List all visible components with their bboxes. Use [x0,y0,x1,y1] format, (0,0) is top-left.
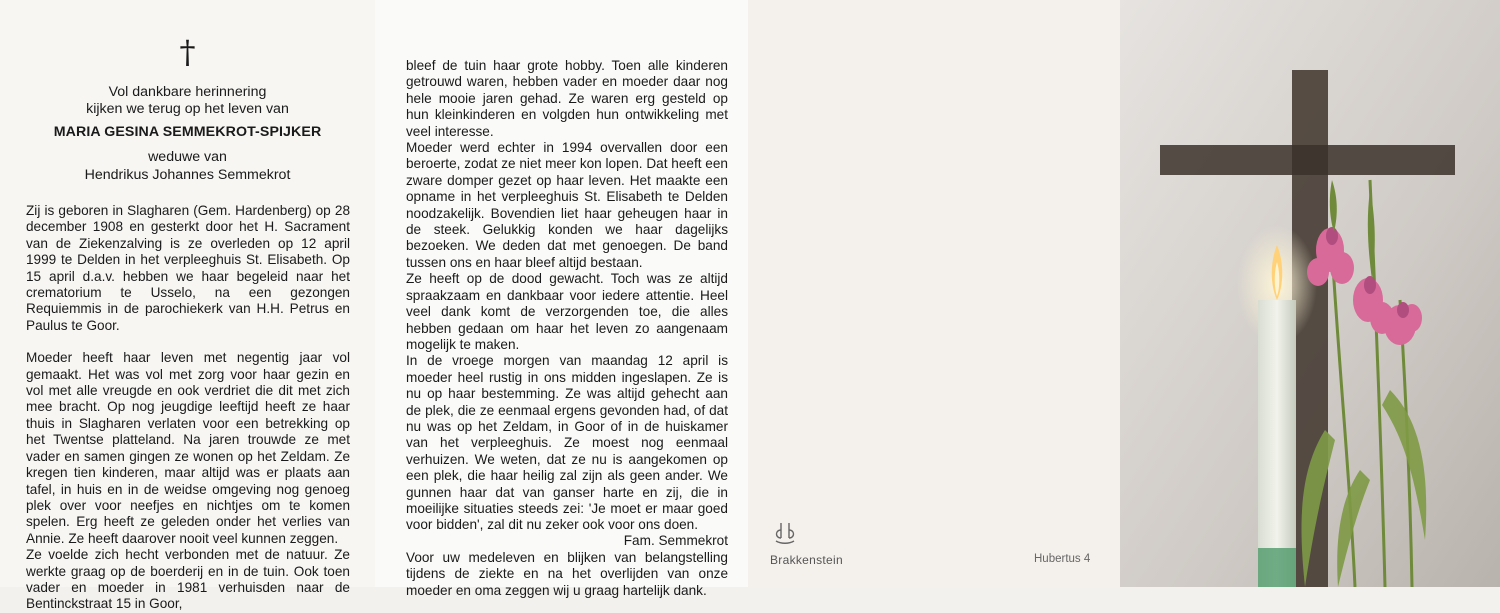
card-reference: Hubertus 4 [1034,553,1091,565]
intro-line-2: kijken we terug op het leven van [86,101,289,117]
paragraph-nature: Ze voelde zich hecht verbonden met de natuur. Ze werkte graag op de boerderij en in de tuin. Ook toen vader en moeder in 1981 verhuisden naar de Bentinckstraat 15 in Goor, [26,547,350,612]
publisher-name: Brakkenstein [770,553,843,567]
photo-panel [1120,0,1500,587]
cross-horizontal-beam [1160,145,1455,175]
left-body-text [26,203,350,613]
deceased-name: MARIA GESINA SEMMEKROT-SPIJKER [53,124,322,140]
cross-candle-flowers-photo [1120,0,1500,587]
paragraph-garden: bleef de tuin haar grote hobby. Toen alle kinderen getrouwd waren, hebben vader en moeder daar nog hele mooie jaren gehad. Ze waren erg gesteld op hun kleinkinderen en volgden hun ontwikkeling met veel interesse. [406,58,728,139]
back-panel [748,0,1120,587]
paragraph-thanks: Voor uw medeleven en blijken van belangstelling tijdens de ziekte en na het overlijden van onze moeder en oma zeggen wij u graag hartelijk dank. [406,549,728,598]
paragraph-waiting: Ze heeft op de dood gewacht. Toch was ze altijd spraakzaam en dankbaar voor iedere attentie. Heel veel dank komt de verzorgenden toe, die alles hebben gedaan om haar het leven zo aangenaam mogelijk te maken. [406,271,728,352]
paragraph-life: Moeder heeft haar leven met negentig jaar vol gemaakt. Het was vol met zorg voor haar gezin en vol met alle vreugde en ook verdriet die dit met zich mee bracht. Op nog jeugdige leeftijd heeft ze haar thuis in Slagharen verlaten voor een betrekking op het Twentse platteland. Na jaren trouwde ze met vader en samen gingen ze wonen op het Zeldam. Ze kregen tien kinderen, maar altijd was er plaats aan tafel, in huis en in de weidse omgeving nog genoeg plek over voor neefjes en nichtjes om te komen spelen. Erg heeft ze geleden onder het verlies van Annie. Ze heeft daarover nooit veel kunnen zeggen. [26,350,350,546]
left-text-panel [0,0,375,612]
paragraph-birth-death: Zij is geboren in Slagharen (Gem. Hardenberg) op 28 december 1908 en gesterkt door het H. Sacrament van de Ziekenzalving is ze overleden op 12 april 1999 te Delden in het verpleeghuis St. Elisabeth. Op 15 april d.a.v. hebben we haar begeleid naar het crematorium te Usselo, na een gezongen Requiemmis in de parochiekerk van H.H. Petrus en Paulus te Goor. [26,203,350,333]
paragraph-stroke: Moeder werd echter in 1994 overvallen door een beroerte, zodat ze niet meer kon lopen. Dat heeft een zware domper gezet op haar leven. Het maakte een opname in het verpleeghuis St. Elisabeth te Delden noodzakelijk. Bovendien liet haar geheugen haar in de steek. Gelukkig konden we haar dagelijks bezoeken. We deden dat met genoegen. De band tussen ons en haar bleef altijd bestaan. [406,140,728,270]
right-body-text [406,58,728,599]
intro-line-1: Vol dankbare herinnering [108,84,267,100]
family-signature: Fam. Semmekrot [623,533,728,548]
right-text-panel [375,0,748,598]
cross-symbol: † [179,33,196,71]
widow-of-label: weduwe van [148,149,227,165]
brakkenstein-logo-icon [772,520,798,546]
candle [1258,300,1296,587]
husband-name: Hendrikus Johannes Semmekrot [84,167,291,183]
paragraph-passing: In de vroege morgen van maandag 12 april is moeder heel rustig in ons midden ingeslapen. Ze is nu op haar bestemming. Ze was altijd gehecht aan de plek, die ze eenmaal ergens gevonden had, of dat nu was op het Zeldam, in Goor of in de huiskamer van het verpleeghuis. Ze moest nog eenmaal verhuizen. We weten, dat ze nu is aangekomen op een plek, die haar heilig zal zijn als geen ander. We gunnen haar dat van ganser harte en zij, die in moeilijke situaties steeds zei: 'Je moet er maar goed voor bidden', zal dit nu zeker ook voor ons doen. [406,353,728,533]
